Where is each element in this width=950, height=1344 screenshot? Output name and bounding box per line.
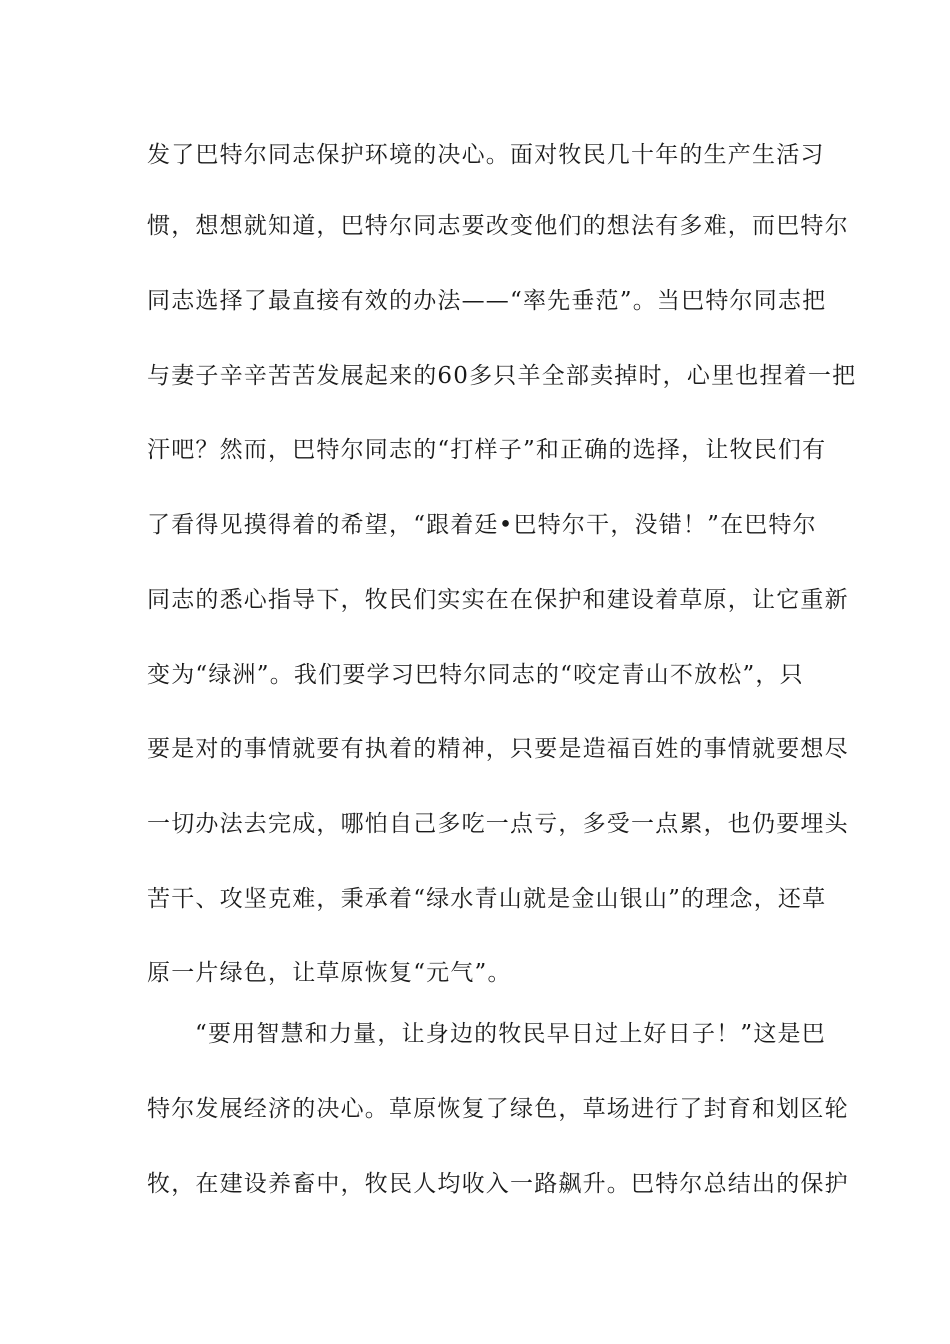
text-line: 了看得见摸得着的希望，“跟着廷•巴特尔干，没错！”在巴特尔 (147, 512, 817, 538)
text-line: 特尔发展经济的决心。草原恢复了绿色，草场进行了封育和划区轮 (147, 1096, 849, 1122)
text-line: 变为“绿洲”。我们要学习巴特尔同志的“咬定青山不放松”，只 (147, 662, 804, 688)
text-line: 苦干、攻坚克难，秉承着“绿水青山就是金山银山”的理念，还草 (147, 886, 827, 912)
paragraph-first-line: “要用智慧和力量，让身边的牧民早日过上好日子！”这是巴 (195, 1021, 826, 1047)
text-line: 原一片绿色，让草原恢复“元气”。 (147, 960, 512, 986)
text-line: 牧，在建设养畜中，牧民人均收入一路飙升。巴特尔总结出的保护 (147, 1171, 849, 1197)
text-line: 惯，想想就知道，巴特尔同志要改变他们的想法有多难，而巴特尔 (147, 213, 849, 239)
text-line: 一切办法去完成，哪怕自己多吃一点亏，多受一点累，也仍要埋头 (147, 811, 849, 837)
text-line: 发了巴特尔同志保护环境的决心。面对牧民几十年的生产生活习 (147, 142, 825, 168)
text-line: 与妻子辛辛苦苦发展起来的60多只羊全部卖掉时，心里也捏着一把 (147, 363, 857, 389)
text-line: 同志的悉心指导下，牧民们实实在在保护和建设着草原，让它重新 (147, 587, 849, 613)
text-line: 要是对的事情就要有执着的精神，只要是造福百姓的事情就要想尽 (147, 736, 849, 762)
text-line: 汗吧？然而，巴特尔同志的“打样子”和正确的选择，让牧民们有 (147, 437, 827, 463)
text-line: 同志选择了最直接有效的办法——“率先垂范”。当巴特尔同志把 (147, 288, 827, 314)
